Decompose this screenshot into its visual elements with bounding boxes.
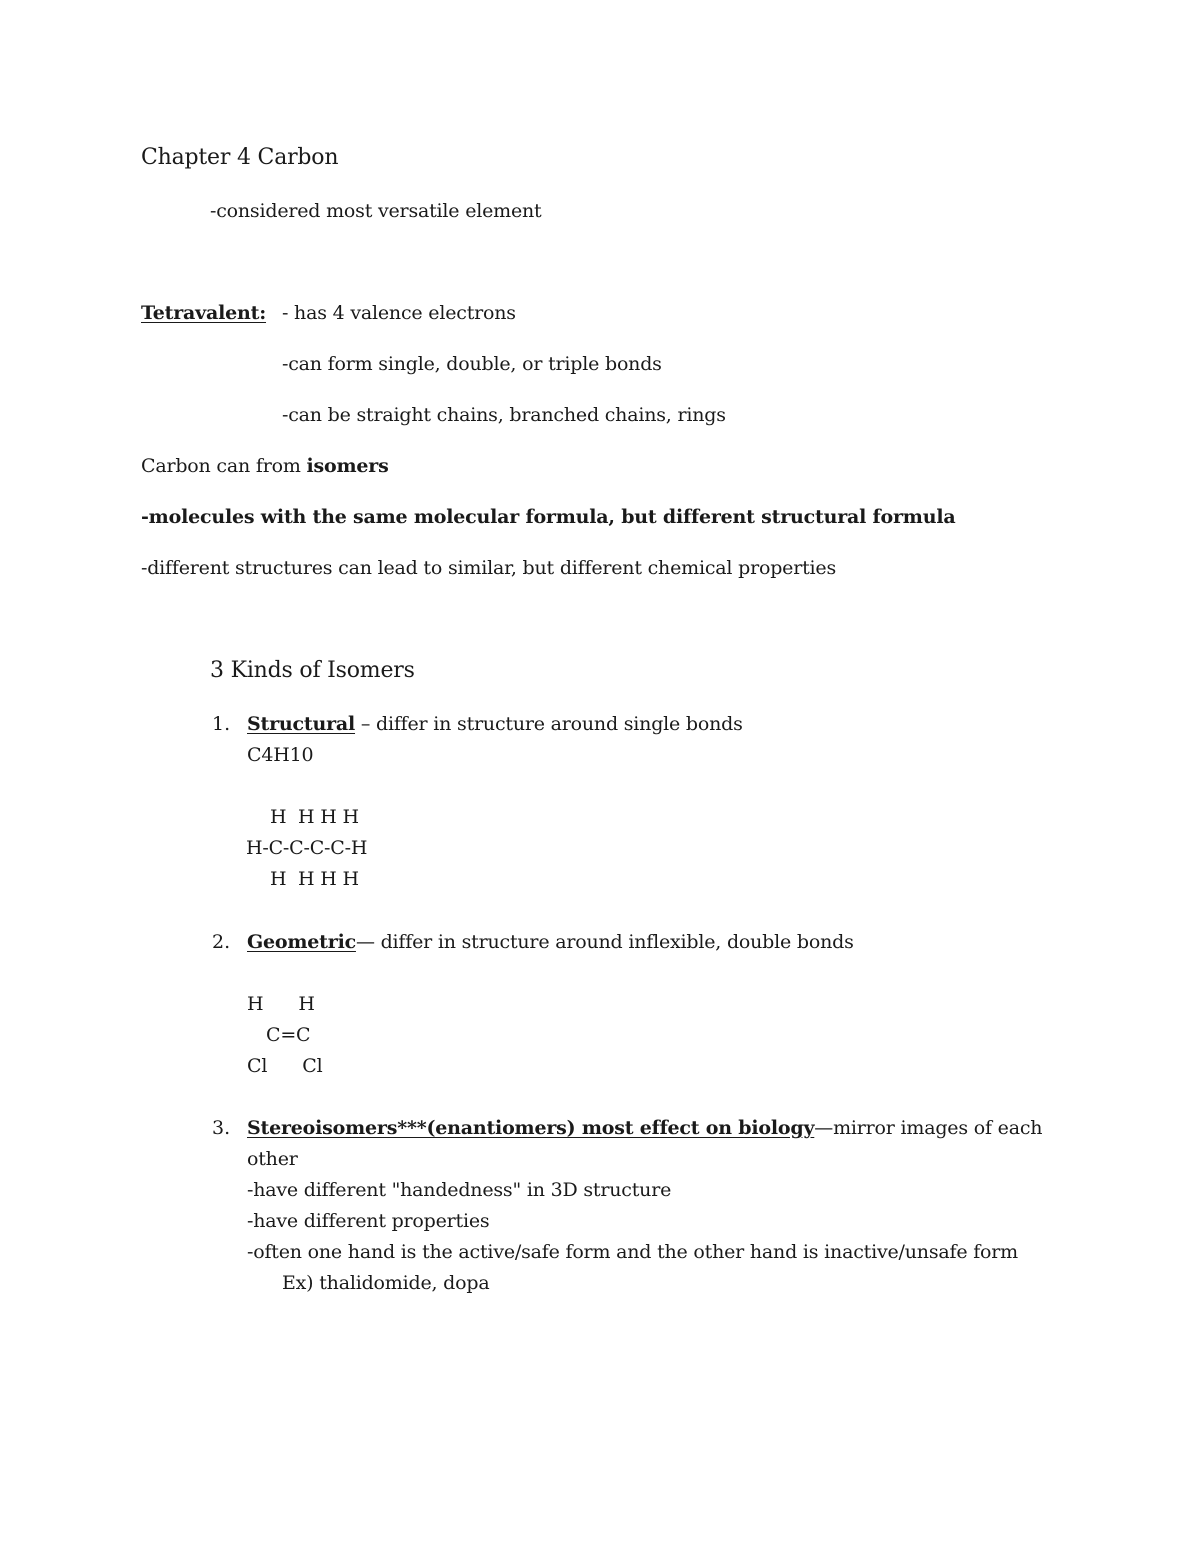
list-number: 1.	[212, 713, 231, 735]
kind-description: — differ in structure around inflexible, double bonds	[355, 931, 854, 953]
kind-formula: C4H10	[247, 744, 314, 766]
kind-line	[247, 1116, 1042, 1140]
structure-diagram-line: H H H H	[270, 806, 359, 828]
structure-diagram-line: H H	[247, 993, 315, 1015]
isomers-intro-line	[141, 454, 389, 478]
isomers-term: isomers	[306, 455, 389, 477]
kind-line	[247, 712, 743, 736]
list-number: 2.	[212, 931, 231, 953]
kind-description: – differ in structure around single bonds	[355, 713, 743, 735]
list-number: 3.	[212, 1117, 231, 1139]
kind-example: Ex) thalidomide, dopa	[282, 1272, 490, 1294]
kinds-heading: 3 Kinds of Isomers	[210, 658, 415, 683]
tetravalent-point: -can be straight chains, branched chains, rings	[282, 404, 726, 426]
structure-diagram-line: Cl Cl	[247, 1055, 323, 1077]
intro-line: -considered most versatile element	[210, 200, 542, 222]
structure-diagram-line: H-C-C-C-C-H	[246, 837, 368, 859]
kind-continuation: other	[247, 1148, 298, 1170]
kind-point: -have different properties	[247, 1210, 490, 1232]
kind-point: -often one hand is the active/safe form and the other hand is inactive/unsafe form	[247, 1241, 1018, 1263]
tetravalent-point: -can form single, double, or triple bonds	[282, 353, 662, 375]
isomers-definition: -molecules with the same molecular formula, but different structural formula	[141, 506, 956, 528]
structure-diagram-line: H H H H	[270, 868, 359, 890]
kind-description: —mirror images of each	[814, 1117, 1043, 1139]
isomers-note: -different structures can lead to similar, but different chemical properties	[141, 557, 836, 579]
kind-name: Stereoisomers***(enantiomers) most effect on biology	[247, 1117, 815, 1139]
kind-name: Geometric	[247, 931, 356, 953]
kind-point: -have different "handedness" in 3D structure	[247, 1179, 672, 1201]
tetravalent-label: Tetravalent:	[141, 302, 267, 324]
tetravalent-point: - has 4 valence electrons	[282, 302, 516, 324]
isomers-intro-prefix: Carbon can from	[141, 455, 307, 477]
page-title: Chapter 4 Carbon	[141, 145, 339, 170]
kind-line	[247, 930, 854, 954]
kind-name: Structural	[247, 713, 356, 735]
structure-diagram-line: C=C	[266, 1024, 311, 1046]
